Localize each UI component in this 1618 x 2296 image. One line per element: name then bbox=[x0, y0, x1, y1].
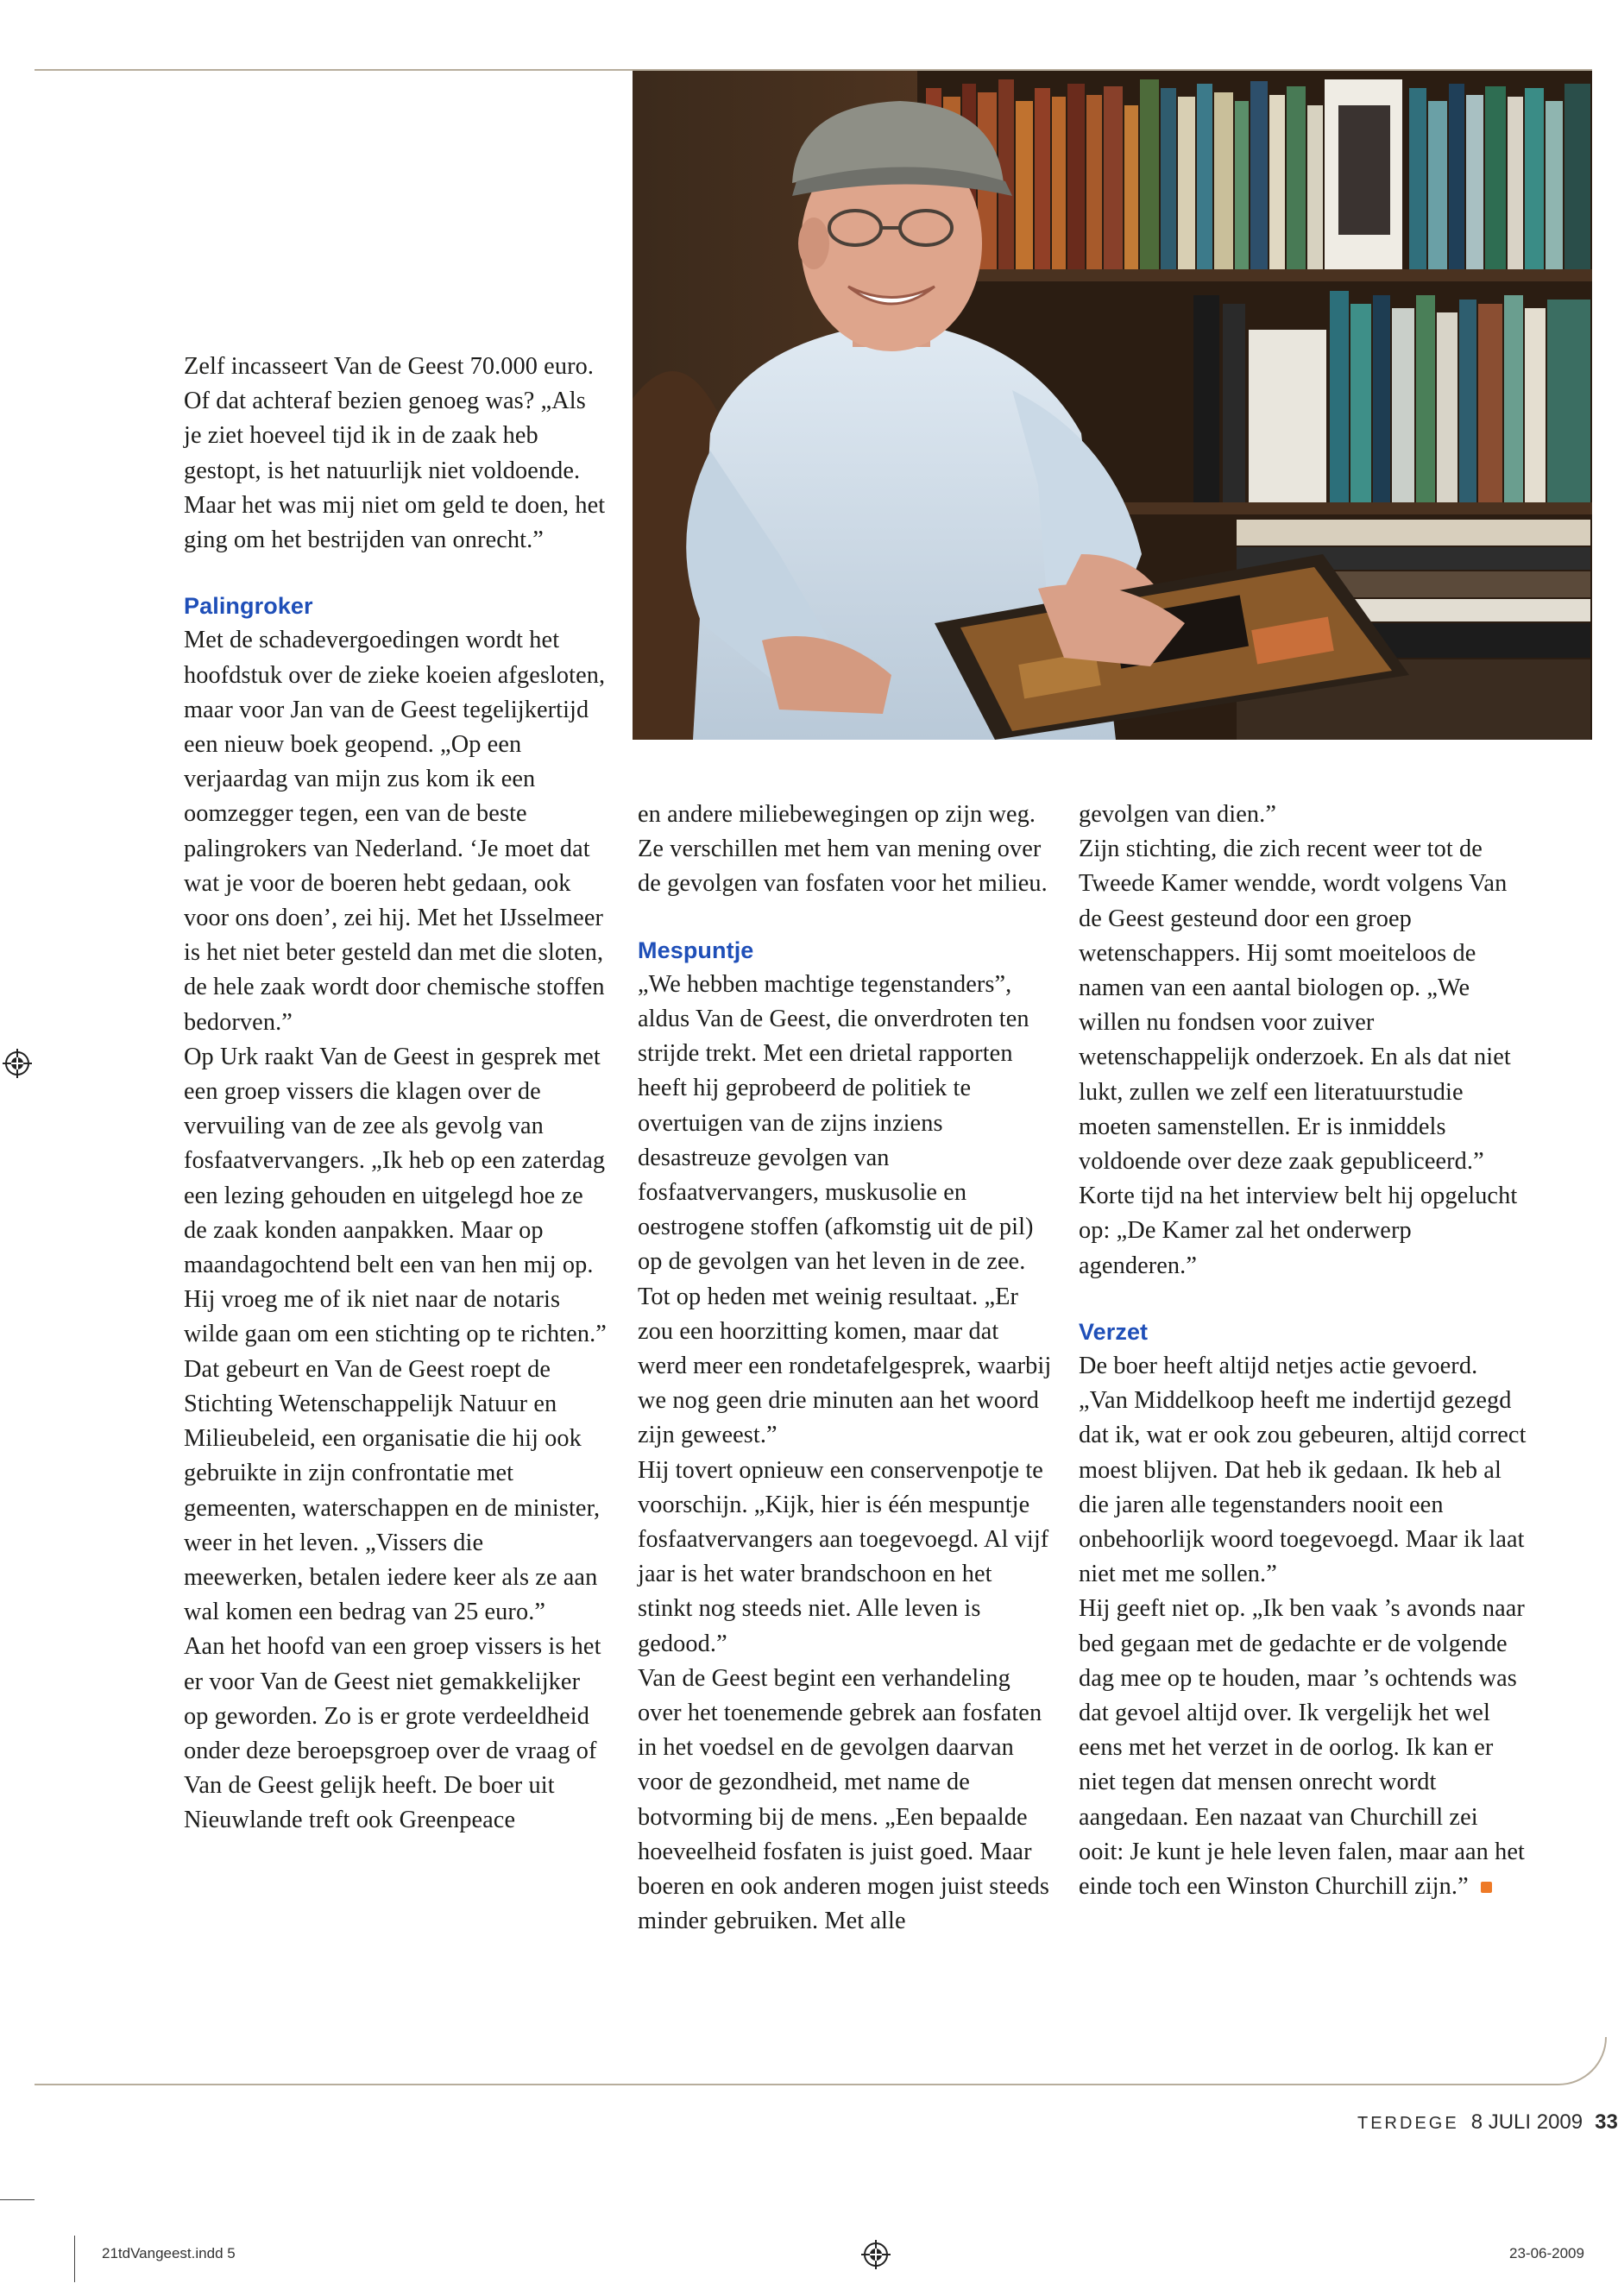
portrait-photo bbox=[633, 71, 1592, 740]
article-column-3 bbox=[1079, 798, 1527, 1904]
paragraph bbox=[638, 968, 1052, 1454]
section-gap bbox=[638, 902, 1052, 933]
registration-mark-icon bbox=[861, 2240, 891, 2269]
paragraph bbox=[184, 1353, 607, 1631]
paragraph bbox=[1079, 798, 1527, 832]
crop-mark bbox=[0, 2199, 35, 2200]
paragraph bbox=[184, 1040, 607, 1353]
paragraph-text: gevolgen van dien.” bbox=[1079, 801, 1276, 828]
paragraph bbox=[1079, 832, 1527, 1284]
slug-filename: 21tdVangeest.indd 5 bbox=[102, 2245, 236, 2261]
registration-mark-icon bbox=[3, 1049, 32, 1078]
paragraph bbox=[184, 1630, 607, 1838]
paragraph bbox=[638, 1454, 1052, 1662]
paragraph-text: Met de schadevergoedingen wordt het hoofdstuk over de zieke koeien afgesloten, maar voor Jan van de Geest tegelijkertijd een nieuw boek geopend. „Op een verjaardag van mijn zus kom ik een oomzegger tegen, een van de beste palingrokers van Nederland. ‘Je moet dat wat je voor de boeren hebt gedaan, ook voor ons doen’, zei hij. Met het IJsselmeer is het niet beter gesteld dan met die sloten, de hele zaak wordt door chemische stoffen bedorven.” bbox=[184, 627, 606, 1036]
paragraph-text: Hij geeft niet op. „Ik ben vaak ’s avonds naar bed gegaan met de gedachte er de volgende dag mee op te houden, maar ’s ochtends was dat gevoel altijd over. Ik vergelijk het wel eens met het verzet in de oorlog. Ik kan er niet tegen dat mensen onrecht wordt aangedaan. Een nazaat van Churchill zei ooit: Je kunt je hele leven falen, maar aan het einde toch een Winston Churchill zijn.” bbox=[1079, 1595, 1525, 1901]
paragraph-text: Aan het hoofd van een groep vissers is het er voor Van de Geest niet gemakkelijker op geworden. Zo is er grote verdeeldheid onder deze beroepsgroep over de vraag of Van de Geest gelijk heeft. De boer uit Nieuwlande treft ook Greenpeace bbox=[184, 1633, 601, 1834]
slug-date: 23-06-2009 bbox=[1509, 2245, 1584, 2261]
paragraph bbox=[184, 350, 607, 558]
page-footer bbox=[1357, 2110, 1618, 2135]
paragraph-text: en andere miliebewegingen op zijn weg. Ze verschillen met hem van mening over de gevolgen van fosfaten voor het milieu. bbox=[638, 801, 1048, 898]
section-heading: Verzet bbox=[1079, 1318, 1149, 1345]
portrait-photo-illustration bbox=[633, 71, 1592, 740]
paragraph-text: De boer heeft altijd netjes actie gevoerd. „Van Middelkoop heeft me indertijd gezegd dat ik, wat er ook zou gebeuren, altijd correct moest blijven. Dat heb ik gedaan. Ik heb al die jaren alle tegenstanders nooit een onbehoorlijk woord toegevoegd. Maar ik laat niet met me sollen.” bbox=[1079, 1353, 1527, 1588]
paragraph bbox=[638, 1662, 1052, 1940]
paragraph-text: Dat gebeurt en Van de Geest roept de Stichting Wetenschappelijk Natuur en Milieubeleid, een organisatie die hij ook gebruikte in zijn confrontatie met gemeenten, waterschappen en de minister, weer in het leven. „Vissers die meewerken, betalen iedere keer als ze aan wal komen een bedrag van 25 euro.” bbox=[184, 1355, 601, 1626]
paragraph bbox=[638, 798, 1052, 902]
page-number: 33 bbox=[1595, 2110, 1618, 2134]
end-mark-icon bbox=[1481, 1882, 1492, 1893]
article-column-1 bbox=[184, 350, 607, 1839]
paragraph-text: Zelf incasseert Van de Geest 70.000 euro. Of dat achteraf bezien genoeg was? „Als je ziet hoeveel tijd ik in de zaak heb gestopt, is het natuurlijk niet voldoende. Maar het was mij niet om geld te doen, het ging om het bestrijden van onrecht.” bbox=[184, 353, 606, 554]
bottom-rule bbox=[35, 2084, 1558, 2085]
paragraph-text: Van de Geest begint een verhandeling over het toenemende gebrek aan fosfaten in het voedsel en de gevolgen daarvan voor de gezondheid, met name de botvorming bij de mens. „Een bepaalde hoeveelheid fosfaten is juist goed. Maar boeren en ook anderen mogen juist steeds minder gebruiken. Met alle bbox=[638, 1664, 1050, 1935]
footer-brand: TERDEGE bbox=[1357, 2114, 1459, 2133]
paragraph-text: Op Urk raakt Van de Geest in gesprek met een groep vissers die klagen over de vervuiling van de zee als gevolg van fosfaatvervangers. „Ik heb op een zaterdag een lezing gehouden en uitgelegd hoe ze de zaak konden aanpakken. Maar op maandagochtend belt een van hen mij op. Hij vroeg me of ik niet naar de notaris wilde gaan om een stichting op te richten.” bbox=[184, 1043, 607, 1348]
paragraph bbox=[184, 623, 607, 1039]
paragraph-text: Zijn stichting, die zich recent weer tot de Tweede Kamer wendde, wordt volgens Van de Geest gesteund door een groep wetenschappers. Hij somt moeiteloos de namen van een aantal biologen op. „We willen nu fondsen voor zuiver wetenschappelijk onderzoek. En als dat niet lukt, zullen we zelf een literatuurstudie moeten samenstellen. Er is inmiddels voldoende over deze zaak gepubliceerd.” Korte tijd na het interview belt hij opgelucht op: „De Kamer zal het onderwerp agenderen.” bbox=[1079, 836, 1518, 1279]
crop-mark bbox=[74, 2236, 75, 2282]
paragraph bbox=[1079, 1349, 1527, 1592]
paragraph bbox=[1079, 1592, 1527, 1904]
section-heading: Palingroker bbox=[184, 593, 313, 620]
section-gap bbox=[1079, 1284, 1527, 1315]
paragraph-text: „We hebben machtige tegenstanders”, aldus Van de Geest, die onverdroten ten strijde trekt. Met een drietal rapporten heeft hij geprobeerd de politiek te overtuigen van de zijns inziens desastreuze gevolgen van fosfaatvervangers, muskusolie en oestrogene stoffen (afkomstig uit de pil) op de gevolgen van het leven in de zee. Tot op heden met weinig resultaat. „Er zou een hoorzitting komen, maar dat werd meer een rondetafelgesprek, waarbij we nog geen drie minuten aan het woord zijn geweest.” bbox=[638, 970, 1052, 1449]
section-gap bbox=[184, 558, 607, 589]
footer-date: 8 JULI 2009 bbox=[1470, 2110, 1583, 2134]
bottom-rule-curve bbox=[1545, 2037, 1607, 2085]
section-heading: Mespuntje bbox=[638, 937, 754, 963]
paragraph-text: Hij tovert opnieuw een conservenpotje te voorschijn. „Kijk, hier is één mespuntje fosfaatvervangers aan toegevoegd. Al vijf jaar is het water brandschoon en het stinkt nog steeds niet. Alle leven is gedood.” bbox=[638, 1456, 1049, 1657]
article-column-2 bbox=[638, 798, 1052, 1940]
